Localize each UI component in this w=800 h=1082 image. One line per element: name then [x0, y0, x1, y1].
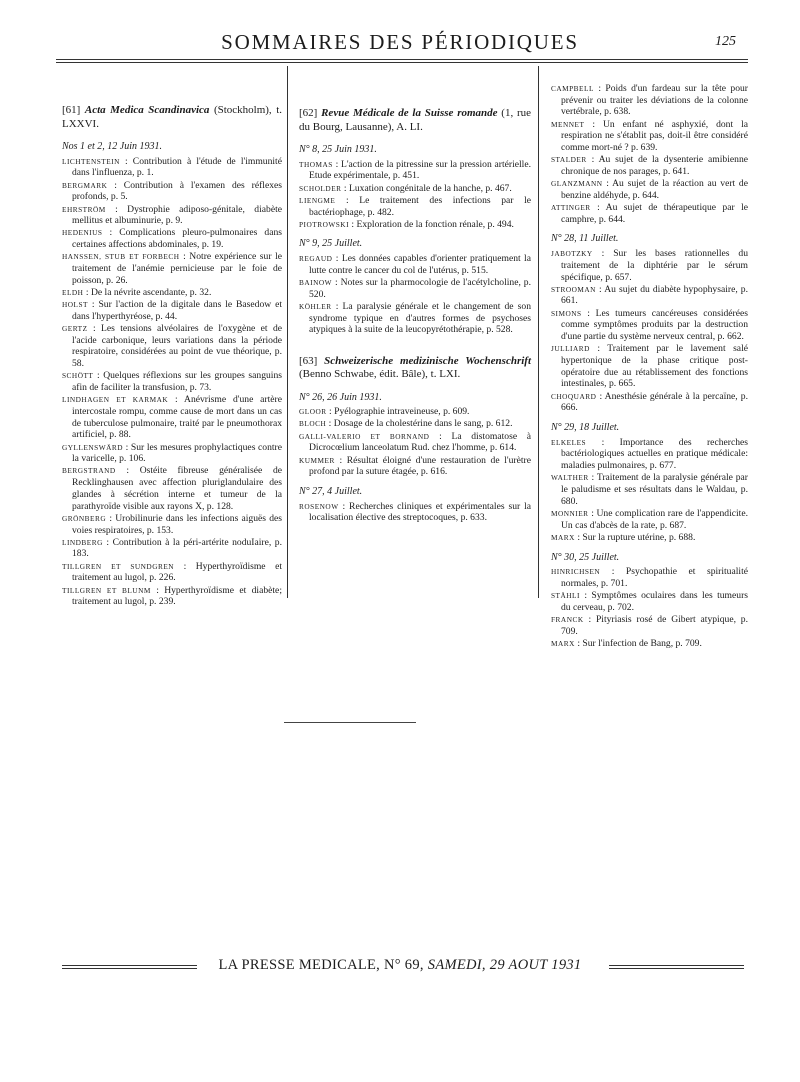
entry-text: : Les données capables d'orienter pratiquement la lutte contre le cancer du col de l'utérus, p. 515. [309, 253, 531, 276]
article-entry [62, 465, 282, 512]
article-entry [299, 219, 531, 231]
entry-text: : Pityriasis rosé de Gibert atypique, p. 709. [561, 614, 748, 637]
entry-text: : Luxation congénitale de la hanche, p. 467. [343, 182, 512, 194]
entry-author: GERTZ [62, 324, 88, 334]
section-gap [299, 337, 531, 355]
entry-text: : Un enfant né asphyxié, dont la respiration ne s'établit pas, doit-il être considéré comme mort-né ? p. 639. [561, 118, 748, 154]
entry-text: : Exploration de la fonction rénale, p. 494. [351, 218, 514, 230]
entry-author: JULLIARD [551, 344, 590, 354]
entry-text: : Notes sur la pharmocologie de l'acétylcholine, p. 520. [309, 277, 531, 300]
article-entry [299, 418, 531, 430]
entry-text: : Sur les mesures prophylactiques contre la varicelle, p. 106. [72, 441, 282, 465]
column-2 [299, 107, 531, 525]
article-entry [551, 154, 748, 177]
article-entry [551, 590, 748, 613]
entry-text: : La paralysie générale et le changement de son syndrome typique en d'autres formes de psychoses atypiques à la suite de la leucopyrétothérapie, p. 528. [309, 300, 531, 336]
header-rule [56, 62, 748, 63]
journal-heading [299, 107, 531, 134]
article-entry [62, 537, 282, 560]
article-entry [551, 83, 748, 118]
entry-text: : Contribution à l'étude de l'immunité dans l'influenza, p. 1. [72, 155, 282, 179]
issue-heading: Nos 1 et 2, 12 Juin 1931. [62, 141, 162, 152]
article-entry [299, 159, 531, 182]
article-entry [551, 508, 748, 531]
entry-author: JABOTZKY [551, 249, 593, 259]
entry-author: MARX [551, 638, 575, 648]
entry-text: : Sur les bases rationnelles du traitement de la diphtérie par le sérum spécifique, p. 657. [561, 248, 748, 283]
article-entry [62, 323, 282, 370]
journal-name: Revue Médicale de la Suisse romande [321, 107, 498, 119]
entry-author: HINRICHSEN [551, 567, 601, 577]
article-entry [62, 287, 282, 299]
entry-text: : Complications pleuro-pulmonaires dans certaines affections abdominales, p. 19. [72, 227, 282, 251]
article-entry [299, 301, 531, 336]
entry-text: : Recherches cliniques et expérimentales sur la localisation élective des streptocoques, p. 633. [309, 500, 532, 524]
entry-author: STALDER [551, 155, 587, 165]
article-entry [551, 566, 748, 589]
entry-author: THOMAS [299, 159, 333, 169]
footer-day: SAMEDI, [427, 957, 486, 973]
entry-author: GYLLENSWÄRD [62, 442, 124, 452]
article-entry [62, 370, 282, 393]
article-entry [551, 202, 748, 225]
footer-journal: LA PRESSE MEDICALE, [218, 957, 381, 973]
entry-author: MENNET [551, 119, 585, 129]
article-entry [551, 308, 748, 343]
entry-text: : Quelques réflexions sur les groupes sanguins afin de faciliter la transfusion, p. 73. [72, 370, 282, 394]
entry-author: GLOOR [299, 407, 327, 417]
issue-heading: N° 8, 25 Juin 1931. [299, 144, 377, 155]
entry-author: LICHTENSTEIN [62, 156, 120, 166]
entry-author: SCHOLDER [299, 183, 342, 193]
entry-author: ATTINGER [551, 203, 591, 213]
article-entry [62, 513, 282, 536]
entry-text: : Ostéite fibreuse généralisée de Recklinghausen avec affection pluriglandulaire des glandes à sécrétion interne et tumeur de la parathyroïde visible aux rayons X, p. 128. [72, 465, 282, 512]
journal-details: (Benno Schwabe, édit. Bâle), t. LXI. [299, 368, 461, 381]
article-entry [551, 343, 748, 390]
entry-text: : De la névrite ascendante, p. 32. [85, 286, 212, 298]
entry-author: EHRSTRÖM [62, 204, 106, 214]
journal-name: Acta Medica Scandinavica [84, 104, 210, 116]
article-entry [62, 585, 282, 608]
entry-text: : L'action de la pitressine sur la pression artérielle. Etude expérimentale, p. 451. [309, 158, 531, 182]
entry-text: : Résultat éloigné d'une restauration de l'urètre profond par la suture étagée, p. 616. [309, 454, 531, 478]
entry-author: CHOQUARD [551, 391, 597, 401]
entry-author: BAINOW [299, 278, 332, 288]
journal-number: [62] [299, 107, 318, 119]
entry-author: BLOCH [299, 419, 327, 429]
entry-author: STROOMAN [551, 284, 596, 294]
entry-text: : Pyélographie intraveineuse, p. 609. [329, 406, 470, 418]
issue-heading: N° 28, 11 Juillet. [551, 233, 619, 245]
entry-text: : Au sujet du diabète hypophysaire, p. 661. [561, 283, 748, 307]
entry-text: : Au sujet de la dysenterie amibienne chronique de nos parages, p. 641. [561, 154, 748, 177]
entry-text: : Contribution à l'examen des réflexes profonds, p. 5. [72, 179, 282, 203]
article-entry [299, 195, 531, 218]
entry-author: WALTHER [551, 473, 589, 483]
entry-author: KUMMER [299, 455, 335, 465]
entry-author: HOLST [62, 300, 89, 310]
header-rule [56, 59, 748, 60]
entry-author: LINDHAGEN ET KARMAK [62, 395, 169, 405]
entry-text: : Contribution à la péri-artérite noduIaire, p. 183. [72, 536, 282, 560]
entry-author: LIENGME [299, 195, 336, 205]
article-entry [299, 277, 531, 300]
entry-text: : Le traitement des infections par le bactériophage, p. 482. [309, 194, 532, 218]
entry-author: ELDH [62, 287, 84, 297]
article-entry [551, 284, 748, 307]
entry-author: GLANZMANN [551, 179, 603, 189]
journal-heading [62, 104, 282, 131]
journal-details: (1, rue du Bourg, Lausanne), A. LI. [299, 107, 532, 133]
entry-text: : Au sujet de thérapeutique par le camphre, p. 644. [561, 202, 748, 225]
entry-text: : Sur l'infection de Bang, p. 709. [577, 637, 702, 649]
entry-author: STÄHLI [551, 591, 580, 601]
entry-author: FRANCK [551, 615, 584, 625]
article-entry [299, 501, 531, 524]
issue-heading: N° 27, 4 Juillet. [299, 485, 363, 497]
article-entry [551, 391, 748, 414]
issue-heading: N° 29, 18 Juillet. [551, 421, 620, 433]
entry-text: : Notre expérience sur le traitement de l'anémie pernicieuse par le foie de poisson, p. 26. [72, 251, 282, 286]
entry-author: KÖHLER [299, 301, 332, 311]
entry-text: : Hyperthyroïdisme et traitement au lugol, p. 226. [72, 560, 282, 584]
article-entry [551, 248, 748, 283]
article-entry [551, 472, 748, 507]
entry-text: : Traitement par le lavement salé hypertonique de la phase critique post-opératoire due au rétablissement des fonctions intestinales, p. 665. [561, 343, 748, 390]
entry-author: MARX [551, 532, 575, 542]
entry-author: HEDENIUS [62, 228, 103, 238]
page-title: SOMMAIRES DES PÉRIODIQUES [221, 30, 579, 54]
footer-rule-right [609, 965, 744, 971]
issue-heading: N° 30, 25 Juillet. [551, 551, 620, 563]
entry-text: : Anesthésie générale à la percaïne, p. 666. [561, 390, 748, 414]
entry-author: HANSSEN, STUB ET FORBECH [62, 252, 180, 262]
entry-text: : Symptômes oculaires dans les tumeurs du cerveau, p. 702. [561, 590, 748, 613]
article-entry [299, 455, 531, 478]
entry-text: : Anévrisme d'une artère intercostale rompu, comme cause de mort dans un cas de tuberculose pulmonaire, traité par le pneumothorax artificiel, p. 88. [72, 394, 282, 441]
article-entry [62, 251, 282, 286]
entry-author: GALLI-VALERIO ET BORNAND [299, 431, 430, 441]
entry-text: : Une complication rare de l'appendicite. Un cas d'abcès de la rate, p. 687. [561, 507, 748, 531]
article-entry [62, 227, 282, 250]
entry-text: : Poids d'un fardeau sur la tête pour prévenir ou traiter les déviations de la colonne vertébrale, p. 638. [561, 83, 748, 118]
article-entry [551, 638, 748, 650]
entry-author: BERGMARK [62, 180, 108, 190]
article-entry [62, 299, 282, 322]
issue-heading: N° 9, 25 Juillet. [299, 238, 363, 250]
entry-text: : Sur l'action de la digitale dans le Basedow et dans l'hyperthyréose, p. 44. [72, 299, 282, 322]
article-entry [299, 183, 531, 195]
article-entry [299, 253, 531, 276]
entry-author: MONNIER [551, 508, 589, 518]
page-number: 125 [715, 34, 736, 49]
entry-author: TILLGREN ET BLUNM [62, 585, 151, 595]
column-divider [287, 66, 288, 598]
article-entry [62, 442, 282, 465]
article-entry [62, 204, 282, 227]
entry-text: : Sur la rupture utérine, p. 688. [577, 531, 696, 543]
article-entry [299, 406, 531, 418]
section-separator [284, 722, 416, 723]
issue-heading: N° 26, 26 Juin 1931. [299, 391, 382, 403]
footer-date: 29 AOUT 1931 [489, 957, 582, 973]
journal-number: [61] [62, 104, 81, 116]
article-entry [551, 119, 748, 154]
entry-author: ELKELES [551, 437, 587, 447]
entry-author: SCHÖTT [62, 371, 94, 381]
journal-details: (Stockholm), t. LXXVI. [62, 104, 283, 130]
entry-author: PIOTROWSKI [299, 219, 349, 229]
journal-number: [63] [299, 354, 318, 367]
article-entry [551, 532, 748, 544]
entry-text: : Au sujet de la réaction au vert de benzine aldéhyde, p. 644. [561, 178, 748, 201]
entry-text: : Urobilinurie dans les infections aiguës des voies respiratoires, p. 153. [72, 512, 282, 536]
column-3 [551, 83, 748, 650]
entry-author: GRÖNBERG [62, 513, 107, 523]
entry-text: : La distomatose à Dicrocœlium lanceolatum Rud. chez l'homme, p. 614. [309, 430, 531, 454]
article-entry [62, 156, 282, 179]
entry-text: : Dosage de la cholestérine dans le sang, p. 612. [328, 418, 513, 430]
journal-name: Schweizerische medizinische Wochenschrift [324, 354, 531, 367]
article-entry [299, 431, 531, 454]
entry-author: TILLGREN ET SUNDGREN [62, 561, 175, 571]
entry-text: : Les tensions alvéolaires de l'oxygène et de l'acide carbonique, leurs variations dans la période respiratoire, considérées au point de vue théorique, p. 58. [72, 323, 282, 370]
column-1 [62, 104, 282, 608]
article-entry [62, 180, 282, 203]
entry-text: : Importance des recherches bactériologiques actuelles en pratique médicale: maladies pulmonaires, p. 677. [561, 436, 748, 472]
article-entry [551, 437, 748, 472]
entry-text: : Les tumeurs cancéreuses considérées comme symptômes produits par la destruction d'une partie du système nerveux central, p. 662. [561, 307, 748, 343]
entry-author: BERGSTRAND [62, 466, 116, 476]
entry-text: : Dystrophie adiposo-génitale, diabète mellitus et albuminurie, p. 9. [72, 203, 282, 227]
entry-author: LINDBERG [62, 537, 103, 547]
article-entry [62, 394, 282, 441]
footer-number: N° 69, [384, 957, 424, 973]
entry-author: SIMONS [551, 308, 582, 318]
article-entry [551, 614, 748, 637]
entry-text: : Traitement de la paralysie générale par le paludisme et ses résultats dans le Waldau, p. 680. [561, 472, 748, 507]
entry-text: : Psychopathie et spiritualité normales, p. 701. [561, 566, 748, 589]
entry-author: ROSENOW [299, 501, 339, 511]
article-entry [62, 561, 282, 584]
article-entry [551, 178, 748, 201]
entry-author: CAMPBELL [551, 84, 594, 93]
column-divider [538, 66, 539, 598]
journal-heading [299, 355, 531, 382]
entry-author: REGAUD [299, 254, 333, 264]
entry-text: : Hyperthyroïdisme et diabète; traitement au lugol, p. 239. [72, 584, 282, 608]
